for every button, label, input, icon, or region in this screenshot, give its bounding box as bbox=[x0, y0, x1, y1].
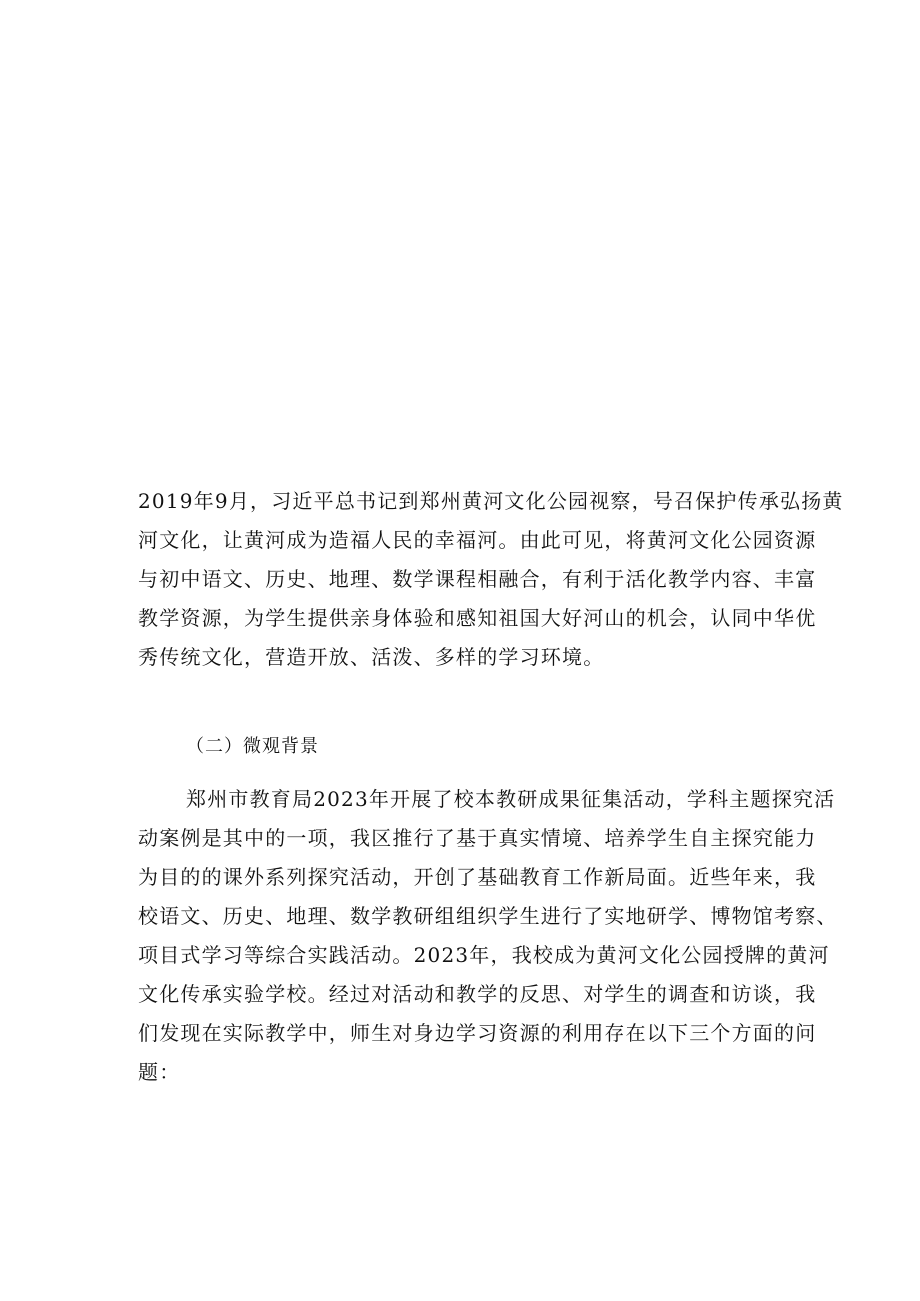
paragraph-line: 秀传统文化，营造开放、活泼、多样的学习环境。 bbox=[138, 645, 605, 669]
paragraph-micro-background bbox=[138, 780, 838, 1092]
paragraph-line: 动案例是其中的一项，我区推行了基于真实情境、培养学生自主探究能力 bbox=[138, 826, 817, 850]
section-heading: （二）微观背景 bbox=[186, 736, 319, 757]
paragraph-line: 河文化，让黄河成为造福人民的幸福河。由此可见，将黄河文化公园资源 bbox=[138, 528, 817, 552]
paragraph-line: 项目式学习等综合实践活动。2023年，我校成为黄河文化公园授牌的黄河 bbox=[138, 943, 830, 967]
section-heading-block bbox=[138, 727, 788, 766]
paragraph-line: 与初中语文、历史、地理、数学课程相融合，有利于活化教学内容、丰富 bbox=[138, 567, 817, 591]
paragraph-macro-background bbox=[138, 482, 844, 677]
paragraph-line: 们发现在实际教学中，师生对身边学习资源的利用存在以下三个方面的问 bbox=[138, 1021, 817, 1045]
paragraph-line: 文化传承实验学校。经过对活动和教学的反思、对学生的调查和访谈，我 bbox=[138, 982, 817, 1006]
paragraph-line: 郑州市教育局2023年开展了校本教研成果征集活动，学科主题探究活 bbox=[186, 787, 836, 811]
paragraph-line: 题： bbox=[138, 1060, 181, 1084]
paragraph-line: 教学资源，为学生提供亲身体验和感知祖国大好河山的机会，认同中华优 bbox=[138, 606, 817, 630]
paragraph-line: 校语文、历史、地理、数学教研组组织学生进行了实地研学、博物馆考察、 bbox=[138, 904, 838, 928]
paragraph-line: 为目的的课外系列探究活动，开创了基础教育工作新局面。近些年来，我 bbox=[138, 865, 817, 889]
paragraph-line: 2019年9月，习近平总书记到郑州黄河文化公园视察，号召保护传承弘扬黄 bbox=[138, 489, 844, 513]
